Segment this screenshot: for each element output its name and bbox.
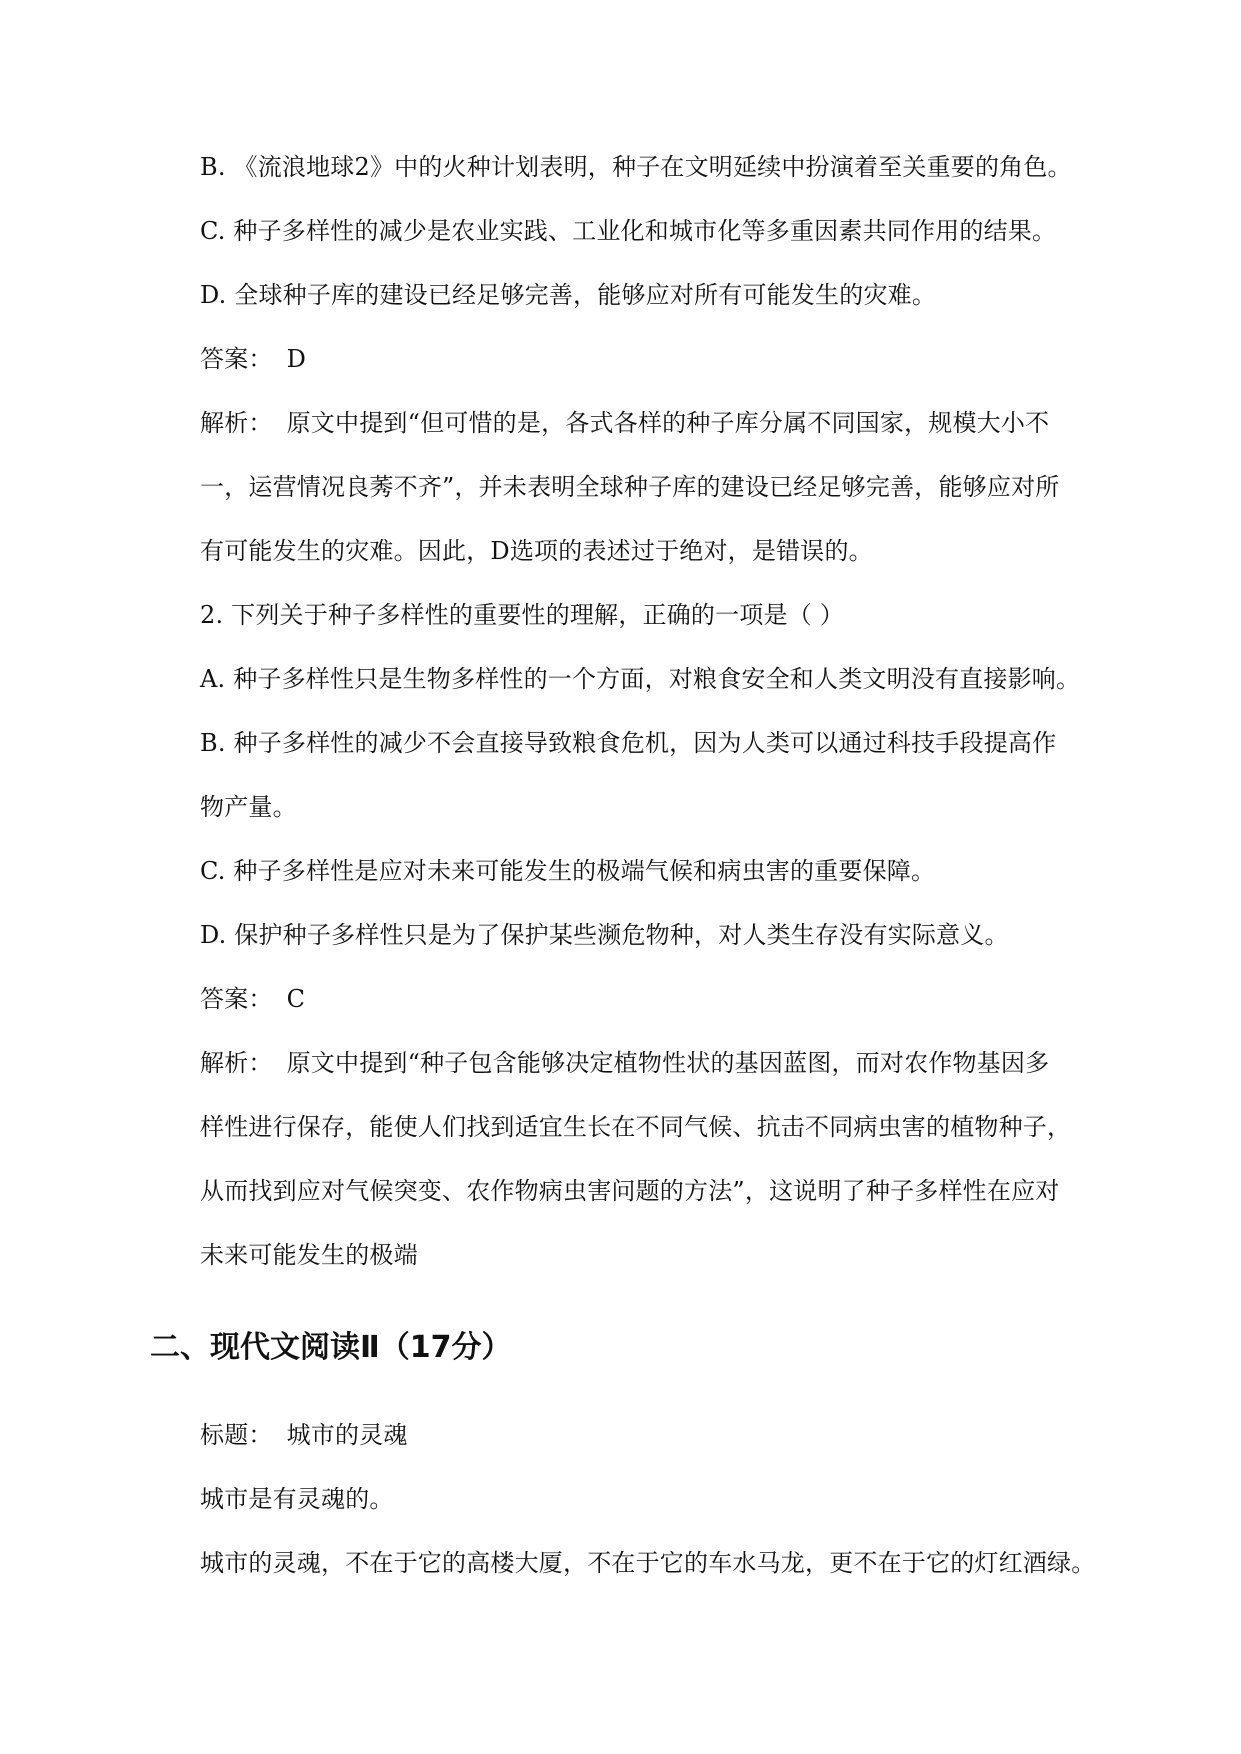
q2-analysis-line3: 从而找到应对气候突变、农作物病虫害问题的方法”，这说明了种子多样性在应对	[200, 1177, 1060, 1205]
q2-answer	[200, 984, 305, 1014]
q1-answer	[200, 344, 306, 374]
section-heading: 二、现代文阅读Ⅱ（17分）	[150, 1330, 512, 1365]
q2-option-c: C. 种子多样性是应对未来可能发生的极端气候和病虫害的重要保障。	[200, 857, 936, 885]
q1-option-c: C. 种子多样性的减少是农业实践、工业化和城市化等多重因素共同作用的结果。	[200, 217, 1057, 245]
article-paragraph-2: 城市的灵魂，不在于它的高楼大厦，不在于它的车水马龙，更不在于它的灯红酒绿。	[200, 1549, 1096, 1577]
q2-option-b-line2: 物产量。	[200, 793, 297, 821]
q1-analysis-line3: 有可能发生的灾难。因此，D选项的表述过于绝对，是错误的。	[200, 537, 873, 565]
q2-option-a: A. 种子多样性只是生物多样性的一个方面，对粮食安全和人类文明没有直接影响。	[200, 665, 1081, 693]
q1-analysis-text1: 原文中提到“但可惜的是，各式各样的种子库分属不同国家，规模大小不	[286, 409, 1050, 437]
article-title-label: 标题：	[200, 1421, 273, 1449]
q2-answer-value: C	[286, 985, 306, 1013]
q2-analysis-text1: 原文中提到“种子包含能够决定植物性状的基因蓝图，而对农作物基因多	[286, 1049, 1050, 1077]
q2-analysis-line4: 未来可能发生的极端	[200, 1241, 418, 1269]
q1-analysis-line1	[200, 408, 1049, 438]
q2-option-d: D. 保护种子多样性只是为了保护某些濒危物种，对人类生存没有实际意义。	[200, 921, 1009, 949]
q2-analysis-line1	[200, 1048, 1049, 1078]
q1-analysis-line2: 一，运营情况良莠不齐”，并未表明全球种子库的建设已经足够完善，能够应对所	[200, 473, 1060, 501]
q2-answer-label: 答案：	[200, 985, 273, 1013]
q1-option-d: D. 全球种子库的建设已经足够完善，能够应对所有可能发生的灾难。	[200, 281, 937, 309]
article-title	[200, 1420, 408, 1450]
q2-analysis-line2: 样性进行保存，能使人们找到适宜生长在不同气候、抗击不同病虫害的植物种子，	[200, 1113, 1072, 1141]
article-title-value: 城市的灵魂	[286, 1421, 408, 1449]
q1-answer-value: D	[286, 345, 307, 373]
q1-analysis-label: 解析：	[200, 409, 273, 437]
article-paragraph-1: 城市是有灵魂的。	[200, 1485, 394, 1513]
q1-answer-label: 答案：	[200, 345, 273, 373]
q2-stem: 2. 下列关于种子多样性的重要性的理解，正确的一项是（ ）	[200, 601, 844, 629]
q2-analysis-label: 解析：	[200, 1049, 273, 1077]
q1-option-b: B. 《流浪地球2》中的火种计划表明，种子在文明延续中扮演着至关重要的角色。	[200, 153, 1072, 181]
q2-option-b-line1: B. 种子多样性的减少不会直接导致粮食危机，因为人类可以通过科技手段提高作	[200, 729, 1057, 757]
